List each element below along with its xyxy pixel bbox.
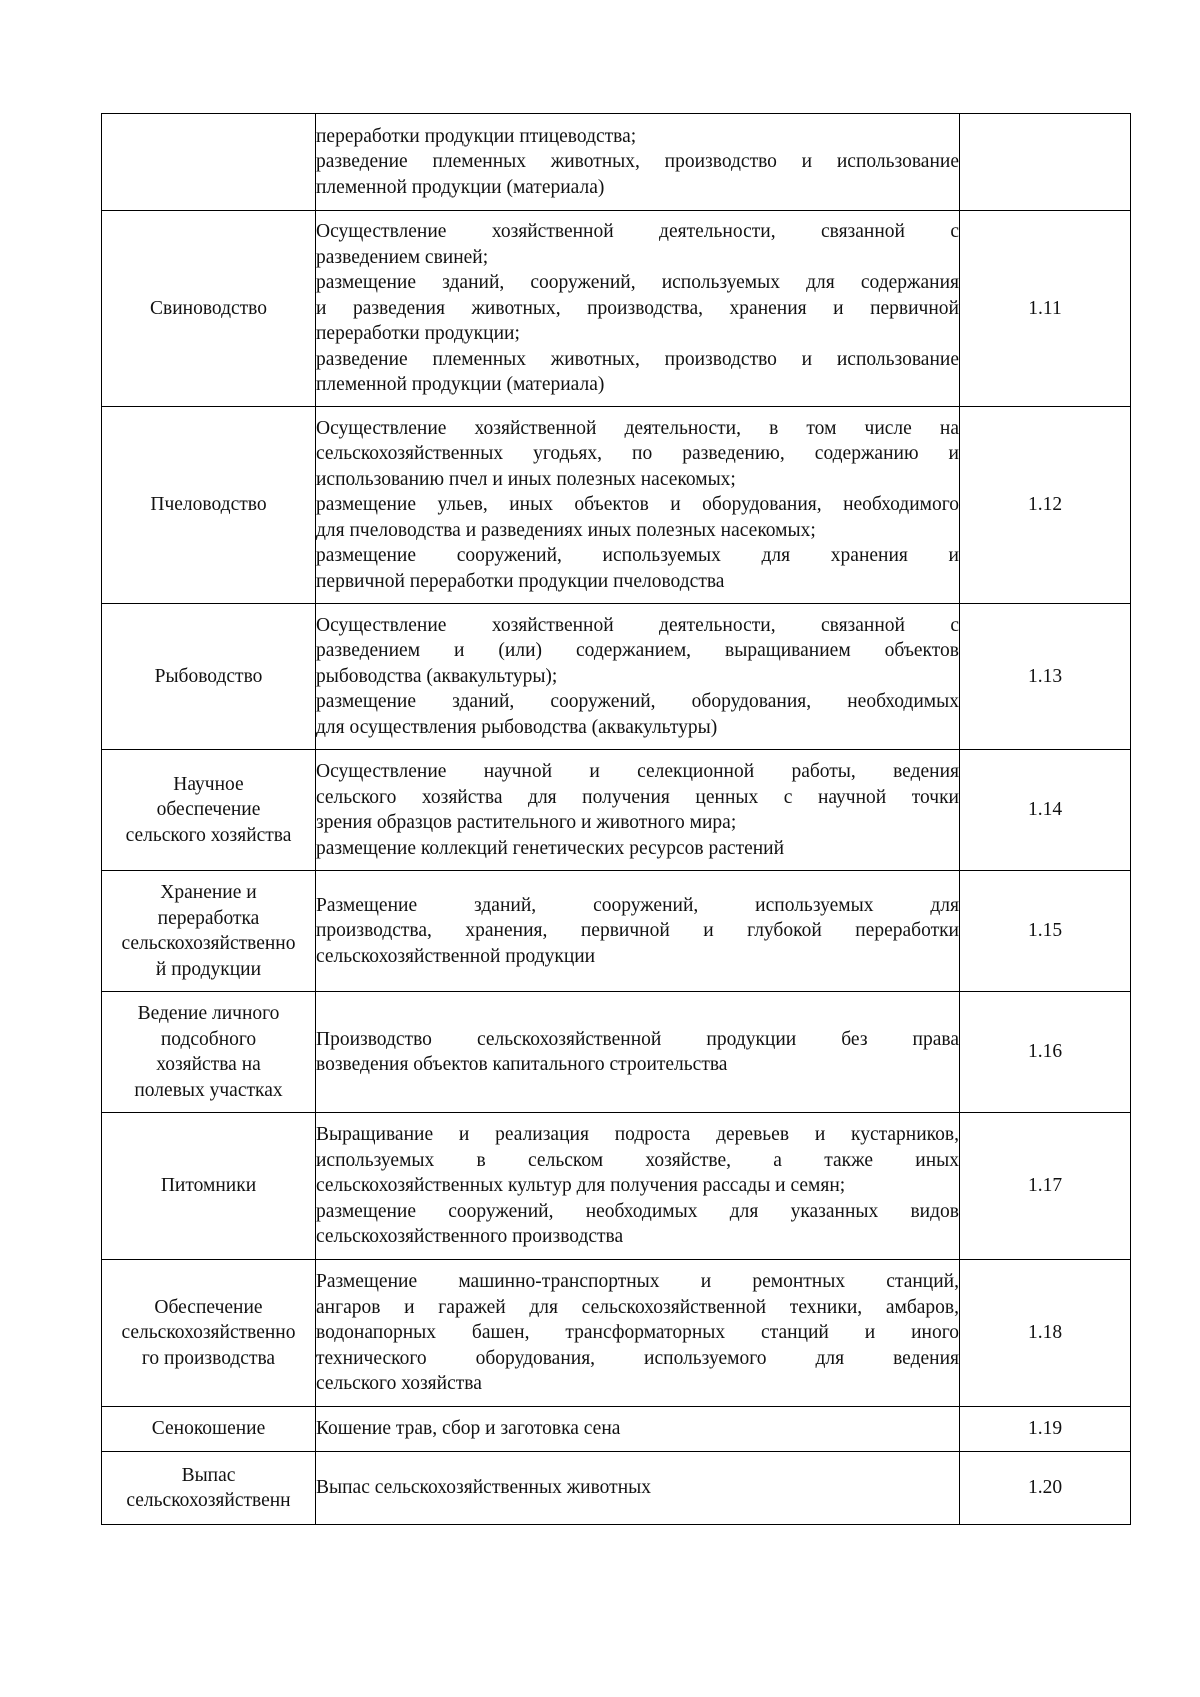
description-line: Осуществление хозяйственной деятельности, в том числе на — [316, 417, 959, 439]
description-line: сельского хозяйства для получения ценных с научной точки — [316, 786, 959, 808]
description-line: для пчеловодства и разведениях иных полезных насекомых; — [316, 519, 816, 541]
land-use-name-line: Научное — [173, 773, 244, 795]
description-line: использованию пчел и иных полезных насекомых; — [316, 468, 736, 490]
land-use-name-line: сельскохозяйственно — [121, 1322, 296, 1344]
description-line: Осуществление хозяйственной деятельности, связанной с — [316, 614, 959, 636]
land-use-name-cell — [102, 211, 316, 407]
description-line: размещение зданий, сооружений, оборудования, необходимых — [316, 691, 959, 713]
description-line: разведением и (или) содержанием, выращиванием объектов — [316, 640, 959, 662]
land-use-code-cell: 1.20 — [960, 1452, 1131, 1525]
land-use-name-cell — [102, 1113, 316, 1260]
land-use-name-line: полевых участках — [134, 1079, 283, 1101]
land-use-code-cell: 1.17 — [960, 1113, 1131, 1260]
description-line: для осуществления рыбоводства (аквакультуры) — [316, 716, 718, 738]
land-use-name-line: Хранение и — [160, 882, 257, 903]
land-use-description-cell — [316, 1260, 960, 1407]
land-use-name-cell — [102, 871, 316, 992]
description-line: Осуществление научной и селекционной работы, ведения — [316, 761, 959, 782]
land-use-name-line: Пчеловодство — [150, 494, 267, 516]
land-use-name-line: й продукции — [155, 958, 262, 980]
table-row — [102, 1113, 1131, 1260]
description-line: Размещение машинно-транспортных и ремонтных станций, — [316, 1271, 959, 1293]
description-line: размещение сооружений, используемых для хранения и — [316, 545, 959, 567]
description-line: производства, хранения, первичной и глубокой переработки — [316, 920, 959, 942]
description-line: первичной переработки продукции пчеловодства — [316, 570, 725, 592]
land-use-code-cell: 1.18 — [960, 1260, 1131, 1407]
description-line: Размещение зданий, сооружений, используемых для — [316, 894, 959, 916]
land-use-code-cell: 1.11 — [960, 211, 1131, 407]
description-line: сельского хозяйства — [316, 1373, 482, 1395]
land-use-name-line: Ведение личного — [137, 1003, 280, 1024]
land-use-name-cell — [102, 750, 316, 871]
land-use-name-cell — [102, 114, 316, 211]
table-row — [102, 1260, 1131, 1407]
table-row — [102, 750, 1131, 871]
description-line: разведением свиней; — [316, 246, 489, 268]
description-line: племенной продукции (материала) — [316, 176, 605, 198]
description-line: сельскохозяйственных угодьях, по разведению, содержанию и — [316, 443, 959, 465]
table-row — [102, 407, 1131, 604]
description-line: Выращивание и реализация подроста деревьев и кустарников, — [316, 1124, 959, 1146]
land-use-description-cell — [316, 114, 960, 211]
land-use-name-line: Рыбоводство — [154, 665, 263, 687]
table-row — [102, 1407, 1131, 1452]
description-line: размещение ульев, иных объектов и оборудования, необходимого — [316, 494, 959, 516]
table-row — [102, 1452, 1131, 1525]
land-use-code-cell: 1.14 — [960, 750, 1131, 871]
land-use-description-cell — [316, 211, 960, 407]
description-line: Осуществление хозяйственной деятельности, связанной с — [316, 221, 959, 243]
land-use-code-cell: 1.15 — [960, 871, 1131, 992]
description-line: размещение коллекций генетических ресурсов растений — [316, 837, 785, 859]
description-line: и разведения животных, производства, хранения и первичной — [316, 297, 959, 319]
table-row — [102, 114, 1131, 211]
description-line: зрения образцов растительного и животного мира; — [316, 812, 737, 833]
land-use-name-line: хозяйства на — [156, 1054, 261, 1075]
land-use-description-cell — [316, 1407, 960, 1452]
description-line: рыбоводства (аквакультуры); — [316, 665, 558, 687]
land-use-description-cell — [316, 992, 960, 1113]
description-line: технического оборудования, используемого для ведения — [316, 1347, 959, 1369]
land-use-name-cell — [102, 1407, 316, 1452]
table-body — [102, 114, 1131, 1525]
land-use-description-cell — [316, 407, 960, 604]
table-row — [102, 211, 1131, 407]
land-use-name-line: Сенокошение — [151, 1418, 266, 1440]
land-use-name-line: обеспечение — [156, 799, 261, 821]
description-line: Производство сельскохозяйственной продукции без права — [316, 1028, 959, 1050]
land-use-name-line: Обеспечение — [154, 1296, 263, 1318]
land-use-name-line: сельскохозяйственно — [121, 933, 296, 954]
description-line: размещение зданий, сооружений, используемых для содержания — [316, 272, 959, 294]
description-line: размещение сооружений, необходимых для указанных видов — [316, 1200, 959, 1222]
land-use-name-line: Питомники — [160, 1175, 257, 1197]
land-use-name-cell — [102, 1452, 316, 1525]
description-line: Выпас сельскохозяйственных животных — [316, 1477, 651, 1499]
description-line: переработки продукции; — [316, 323, 520, 345]
table-row — [102, 992, 1131, 1113]
table-row — [102, 871, 1131, 992]
description-line: Кошение трав, сбор и заготовка сена — [316, 1418, 621, 1440]
description-line: используемых в сельском хозяйстве, а также иных — [316, 1149, 959, 1171]
land-use-table — [101, 113, 1131, 1525]
land-use-description-cell — [316, 871, 960, 992]
land-use-description-cell — [316, 750, 960, 871]
land-use-name-line: сельскохозяйственн — [126, 1490, 291, 1511]
description-line: водонапорных башен, трансформаторных станций и иного — [316, 1322, 959, 1344]
description-line: племенной продукции (материала) — [316, 374, 605, 396]
land-use-name-cell — [102, 1260, 316, 1407]
land-use-name-cell — [102, 604, 316, 750]
land-use-name-line: переработка — [157, 907, 260, 929]
land-use-name-line: Свиноводство — [149, 297, 268, 319]
land-use-name-line: Выпас — [181, 1464, 236, 1486]
description-line: ангаров и гаражей для сельскохозяйственной техники, амбаров, — [316, 1296, 959, 1318]
land-use-name-cell — [102, 407, 316, 604]
description-line: сельскохозяйственной продукции — [316, 945, 596, 967]
description-line: переработки продукции птицеводства; — [316, 125, 637, 147]
land-use-name-cell — [102, 992, 316, 1113]
land-use-code-cell — [960, 114, 1131, 211]
land-use-description-cell — [316, 1113, 960, 1260]
land-use-name-line: сельского хозяйства — [125, 824, 292, 846]
land-use-name-line: подсобного — [160, 1028, 257, 1050]
description-line: разведение племенных животных, производство и использование — [316, 348, 959, 370]
description-line: сельскохозяйственных культур для получения рассады и семян; — [316, 1175, 846, 1197]
table-row — [102, 604, 1131, 750]
land-use-code-cell: 1.13 — [960, 604, 1131, 750]
land-use-code-cell: 1.16 — [960, 992, 1131, 1113]
land-use-name-line: го производства — [141, 1347, 276, 1369]
description-line: разведение племенных животных, производство и использование — [316, 151, 959, 173]
land-use-description-cell — [316, 604, 960, 750]
land-use-code-cell: 1.12 — [960, 407, 1131, 604]
description-line: возведения объектов капитального строительства — [316, 1054, 728, 1075]
land-use-code-cell: 1.19 — [960, 1407, 1131, 1452]
land-use-description-cell — [316, 1452, 960, 1525]
description-line: сельскохозяйственного производства — [316, 1226, 624, 1248]
